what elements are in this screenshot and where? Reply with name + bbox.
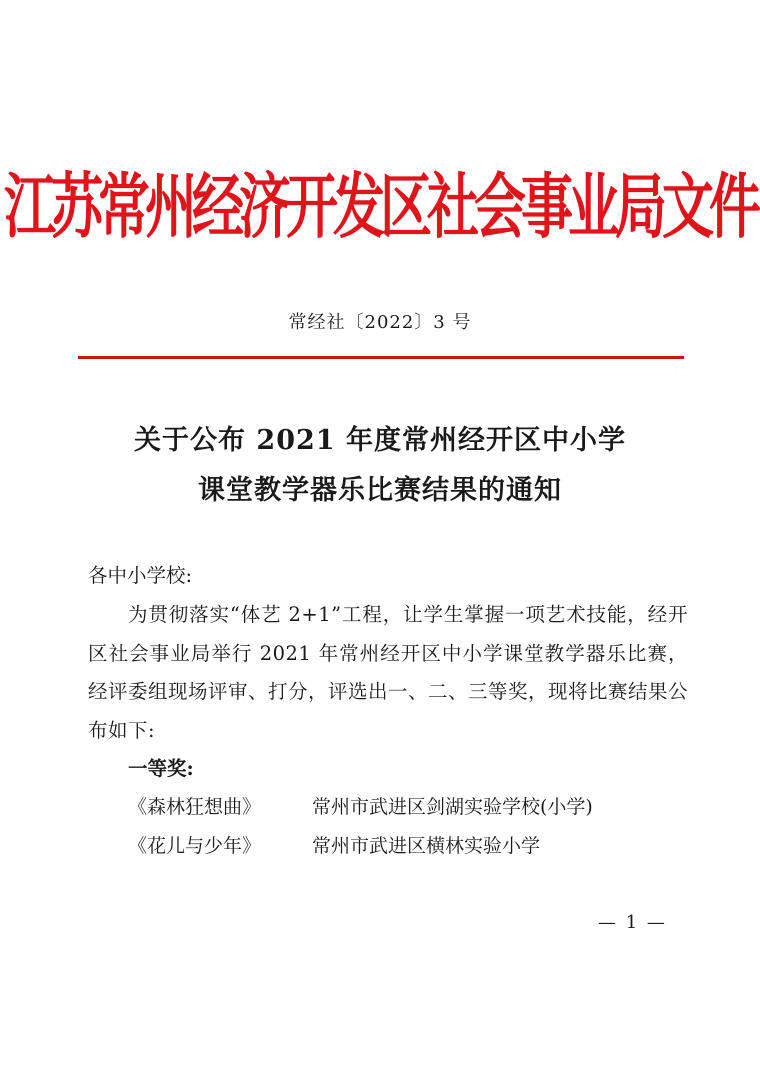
winner-work-title: 《花儿与少年》 bbox=[128, 835, 262, 857]
red-separator-rule bbox=[78, 356, 684, 359]
notice-title-line-1: 关于公布 2021 年度常州经开区中小学 bbox=[134, 425, 626, 456]
masthead-title: 江苏常州经济开发区社会事业局文件 bbox=[3, 166, 756, 249]
salutation: 各中小学校: bbox=[88, 564, 193, 587]
page-number: — 1 — bbox=[598, 912, 667, 933]
first-prize-heading: 一等奖: bbox=[128, 757, 194, 780]
winner-row bbox=[128, 831, 708, 858]
notice-title-line-2: 课堂教学器乐比赛结果的通知 bbox=[198, 475, 562, 506]
winner-row bbox=[128, 792, 708, 819]
body-paragraph: 为贯彻落实“体艺 2+1”工程，让学生掌握一项艺术技能，经开区社会事业局举行 2021 年常州经开区中小学课堂教学器乐比赛，经评委组现场评审、打分，评选出一、二、三等奖，现将比赛结果公布如下: bbox=[88, 603, 689, 742]
winner-school: 常州市武进区剑湖实验学校(小学) bbox=[312, 796, 593, 818]
document-number: 常经社〔2022〕3 号 bbox=[288, 312, 472, 333]
winner-school: 常州市武进区横林实验小学 bbox=[312, 835, 541, 857]
winner-work-title: 《森林狂想曲》 bbox=[128, 796, 262, 818]
